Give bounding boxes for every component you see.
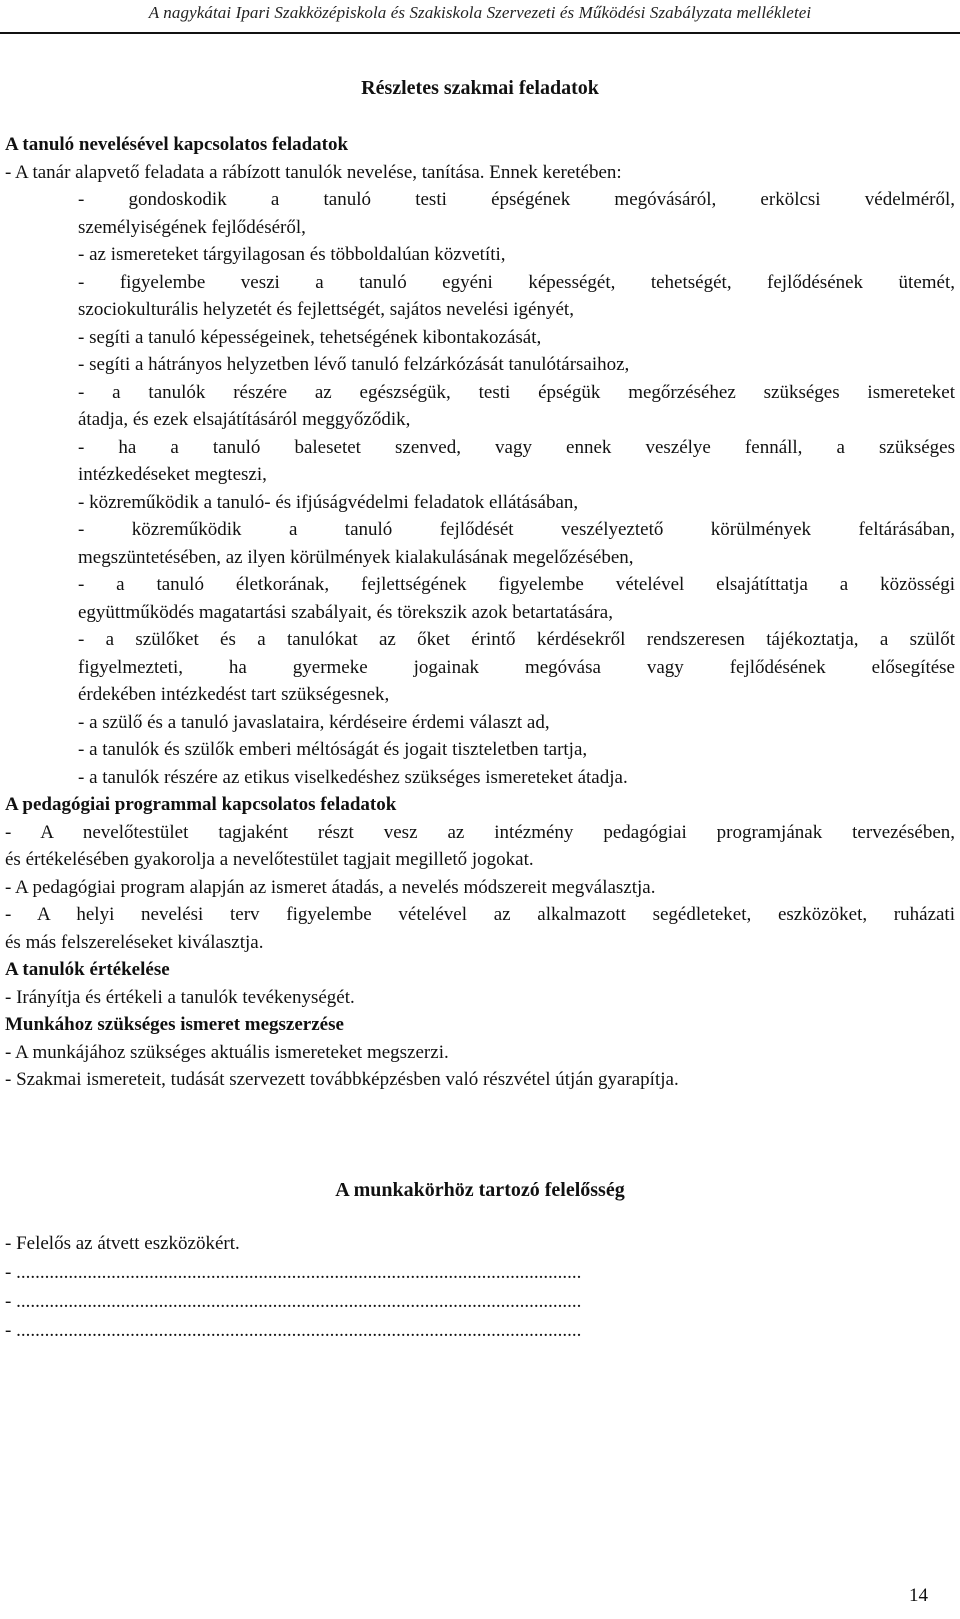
text-line: - A munkájához szükséges aktuális ismereteket megszerzi.: [5, 1041, 449, 1063]
page-number: 14: [909, 1585, 928, 1606]
document-body: [5, 131, 955, 1094]
text-line: - figyelembe veszi a tanuló egyéni képességét, tehetségét, fejlődésének ütemét,: [78, 271, 955, 293]
page-header: A nagykátai Ipari Szakközépiskola és Szakiskola Szervezeti és Működési Szabályzata mellékletei: [148, 3, 812, 22]
responsibility-list: [5, 1229, 935, 1345]
text-line: érdekében intézkedést tart szükségesnek,: [78, 684, 390, 705]
text-line: - A tanár alapvető feladata a rábízott tanulók nevelése, tanítása. Ennek keretében:: [5, 161, 622, 183]
text-line: - a szülőket és a tanulókat az őket érintő kérdésekről rendszeresen tájékoztatja, a szülőt: [78, 629, 955, 650]
text-line: átadja, és ezek elsajátításáról meggyőződik,: [78, 409, 411, 430]
section-heading: A pedagógiai programmal kapcsolatos feladatok: [5, 794, 397, 815]
section-heading: A tanulók értékelése: [5, 959, 170, 980]
text-line: - az ismereteket tárgyilagosan és többoldalúan közvetíti,: [78, 244, 506, 265]
section-heading: A tanuló nevelésével kapcsolatos feladatok: [5, 134, 349, 155]
text-line: - a tanulók részére az egészségük, testi épségük megőrzéséhez szükséges ismereteket: [78, 381, 955, 403]
text-line: - gondoskodik a tanuló testi épségének megóvásáról, erkölcsi védelméről,: [78, 189, 955, 210]
text-line: személyiségének fejlődéséről,: [78, 216, 306, 238]
header-rule: [0, 32, 960, 34]
text-line: - a tanulók részére az etikus viselkedéshez szükséges ismereteket átadja.: [78, 766, 628, 788]
text-line: - segíti a tanuló képességeinek, tehetségének kibontakozását,: [78, 326, 542, 348]
blank-line: - .......................................................................................................................: [5, 1320, 582, 1341]
text-line: - Szakmai ismereteit, tudását szervezett továbbképzésben való részvétel útján gyarapítja.: [5, 1069, 679, 1090]
text-line: - közreműködik a tanuló fejlődését veszélyeztető körülmények feltárásában,: [78, 519, 955, 540]
text-line: és értékelésében gyakorolja a nevelőtestület tagjait megillető jogokat.: [5, 849, 534, 870]
text-line: - közreműködik a tanuló- és ifjúságvédelmi feladatok ellátásában,: [78, 491, 579, 513]
section-title-responsibility: A munkakörhöz tartozó felelősség: [335, 1179, 625, 1201]
text-line: szociokulturális helyzetét és fejlettségét, sajátos nevelési igényét,: [78, 299, 574, 320]
responsibility-item: - Felelős az átvett eszközökért.: [5, 1233, 240, 1254]
blank-line: - .......................................................................................................................: [5, 1291, 582, 1312]
section-heading: Munkához szükséges ismeret megszerzése: [5, 1014, 344, 1035]
text-line: - A helyi nevelési terv figyelembe vételével az alkalmazott segédleteket, eszközöket, ruházati: [5, 904, 955, 925]
text-line: - a tanulók és szülők emberi méltóságát és jogait tiszteletben tartja,: [78, 739, 588, 760]
text-line: - segíti a hátrányos helyzetben lévő tanuló felzárkózását tanulótársaihoz,: [78, 354, 630, 375]
text-line: - Irányítja és értékeli a tanulók tevékenységét.: [5, 986, 355, 1008]
text-line: megszüntetésében, az ilyen körülmények kialakulásának megelőzésében,: [78, 546, 634, 568]
text-line: és más felszereléseket kiválasztja.: [5, 931, 264, 953]
text-line: - A nevelőtestület tagjaként részt vesz az intézmény pedagógiai programjának tervezésében,: [5, 821, 955, 843]
page-title: Részletes szakmai feladatok: [361, 77, 599, 99]
text-line: együttműködés magatartási szabályait, és törekszik azok betartatására,: [78, 601, 613, 623]
blank-line: - .......................................................................................................................: [5, 1262, 582, 1283]
text-line: - A pedagógiai program alapján az ismeret átadás, a nevelés módszereit megválasztja.: [5, 876, 656, 898]
text-line: - a tanuló életkorának, fejlettségének figyelembe vételével elsajátíttatja a közösségi: [78, 574, 955, 595]
text-line: intézkedéseket megteszi,: [78, 464, 267, 485]
text-line: - a szülő és a tanuló javaslataira, kérdéseire érdemi választ ad,: [78, 711, 550, 733]
text-line: - ha a tanuló balesetet szenved, vagy ennek veszélye fennáll, a szükséges: [78, 436, 955, 458]
text-line: figyelmezteti, ha gyermeke jogainak megóvása vagy fejlődésének elősegítése: [78, 656, 955, 678]
